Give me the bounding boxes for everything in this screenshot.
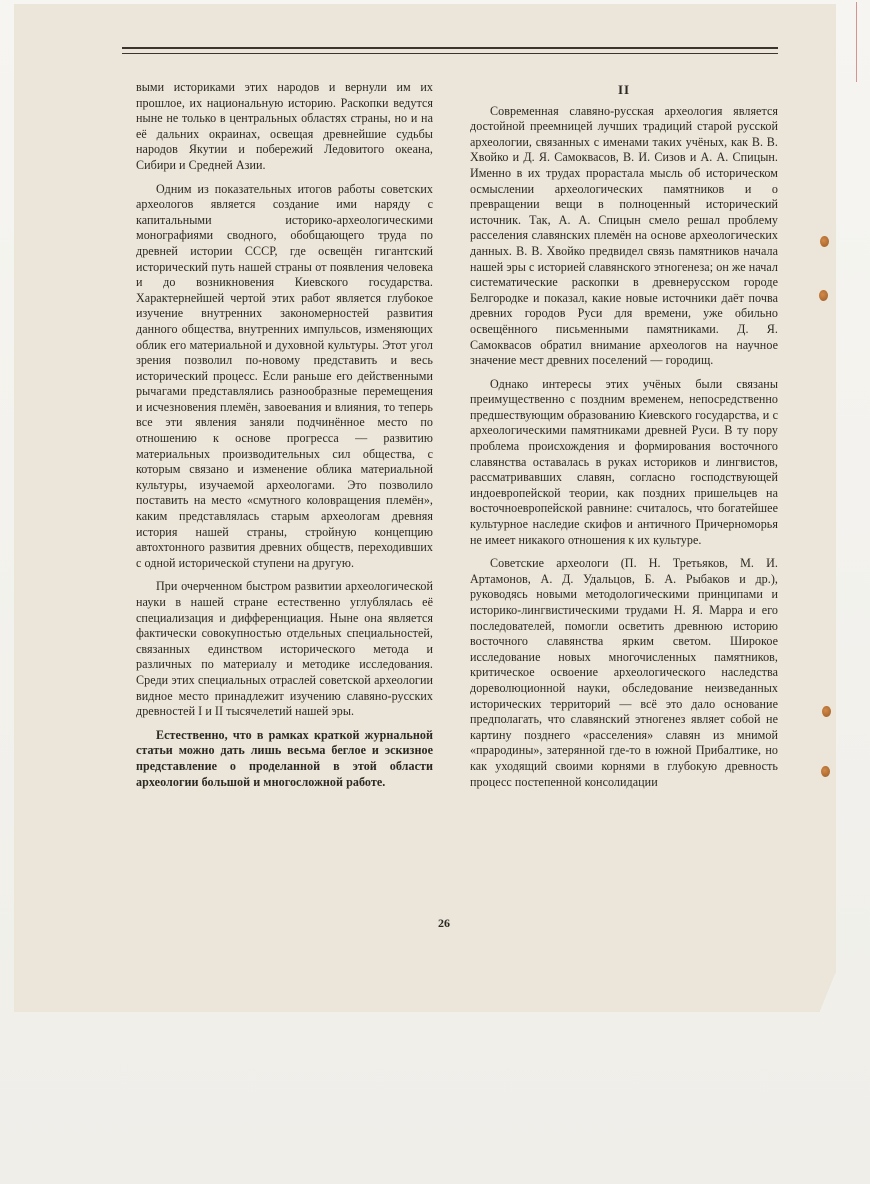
scan-edge-mark	[856, 2, 867, 82]
header-rule-thin	[122, 53, 778, 54]
section-number: II	[617, 82, 631, 97]
left-paragraph-4: Естественно, что в рамках краткой журнальной статьи можно дать лишь весьма беглое и эскизное представление о проделанной в этой области археологии большой и многосложной работе.	[136, 727, 433, 789]
left-paragraph-1: выми историками этих народов и вернули им их прошлое, их национальную историю. Раскопки ведутся ныне не только в центральных областях страны, но и на её дальних окраинах, освещая древнейшие судьбы народов Якутии и побережий Ледовитого океана, Сибири и Средней Азии.	[136, 80, 433, 172]
page-number: 26	[438, 916, 450, 930]
left-text-column	[136, 80, 433, 790]
header-rule-thick	[122, 47, 778, 49]
binding-hole-mark	[819, 290, 828, 301]
binding-hole-mark	[820, 236, 829, 247]
left-paragraph-2: Одним из показательных итогов работы советских археологов является создание ими наряду с капитальными историко-археологическими монографиями сводного, обобщающего труда по древней истории СССР, где освещён гигантский исторический путь нашей страны от появления человека и до возникновения Киевского государства. Характернейшей чертой этих работ является глубокое изучение внутренних закономерностей развития данного общества, внутренних импульсов, изменяющих облик его материальной и духовной культуры. Этот угол зрения позволил по-новому представить и весь исторический процесс. Если раньше его действенными рычагами представлялись разнообразные перемещения и исчезновения племён, завоевания и влияния, то теперь все эти явления заняли подчинённое место по отношению к основе прогресса — развитию материальных производительных сил общества, с которым связано и изменение облика материальной культуры, изучаемой археологами. Это позволило поставить на место «смутного коловращения племён», каким представлялась старым археологам древняя история нашей страны, стройную концепцию автохтонного развития древних обществ, переходивших с одной исторической ступени на другую.	[136, 181, 433, 570]
right-text-column	[470, 82, 778, 790]
right-paragraph-3: Советские археологи (П. Н. Третьяков, М. И. Артамонов, А. Д. Удальцов, Б. А. Рыбаков и др.), руководясь новыми методологическими принципами и историко-лингвистическими трудами Н. Я. Марра и его последователей, помогли осветить древнюю историю восточного славянства ярким светом. Широкое исследование новых многочисленных памятников, критическое освоение археологического наследства дореволюционной науки, обследование неизведанных исторических территорий — всё это дало основание предполагать, что славянский этногенез являет собой не картину позднего «расселения» славян из мнимой «прародины», затерянной где-то в южной Прибалтике, но как уходящий своими корнями в глубокую древность процесс постепенной консолидации	[470, 556, 778, 789]
right-paragraph-1: Современная славяно-русская археология является достойной преемницей лучших традиций старой русской археологии, связанных с именами таких учёных, как В. В. Хвойко и Д. Я. Самоквасов, В. И. Сизов и А. А. Спицын. Именно в их трудах прорастала мысль об историческом осмыслении археологических памятников и о превращении вещи в полноценный исторический источник. Так, А. А. Спицын смело решал проблему расселения славянских племён на основе археологических данных. В. В. Хвойко предвидел связь памятников начала нашей эры с историей славянского этногенеза; он же начал систематические раскопки в древнерусском городе Белгородке и показал, какие новые источники даёт почва древних городов Руси для времени, уже обильно освещённого письменными памятниками. Д. Я. Самоквасов обратил внимание археологов на научное значение мест древних поселений — городищ.	[470, 103, 778, 368]
binding-hole-mark	[821, 766, 830, 777]
binding-hole-mark	[822, 706, 831, 717]
right-paragraph-2: Однако интересы этих учёных были связаны преимущественно с поздним временем, непосредственно предшествующим образованию Киевского государства, и с археологическими памятниками древней Руси. В ту пору проблема происхождения и формирования восточного славянства оставалась в руках историков и лингвистов, рассматривавших славян, согласно господствующей индоевропейской теории, как поздних пришельцев на восточноевропейской равнине: считалось, что богатейшее культурное наследие скифов и античного Причерноморья не имеет никакого отношения к их культуре.	[470, 376, 778, 547]
left-paragraph-3: При очерченном быстром развитии археологической науки в нашей стране естественно углублялась её специализация и дифференциация. Ныне она является фактически совокупностью отдельных специальностей, связанных единством исторического метода и различных по материалу и методике исследования. Среди этих специальных отраслей советской археологии видное место принадлежит изучению славяно-русских древностей I и II тысячелетий нашей эры.	[136, 579, 433, 719]
